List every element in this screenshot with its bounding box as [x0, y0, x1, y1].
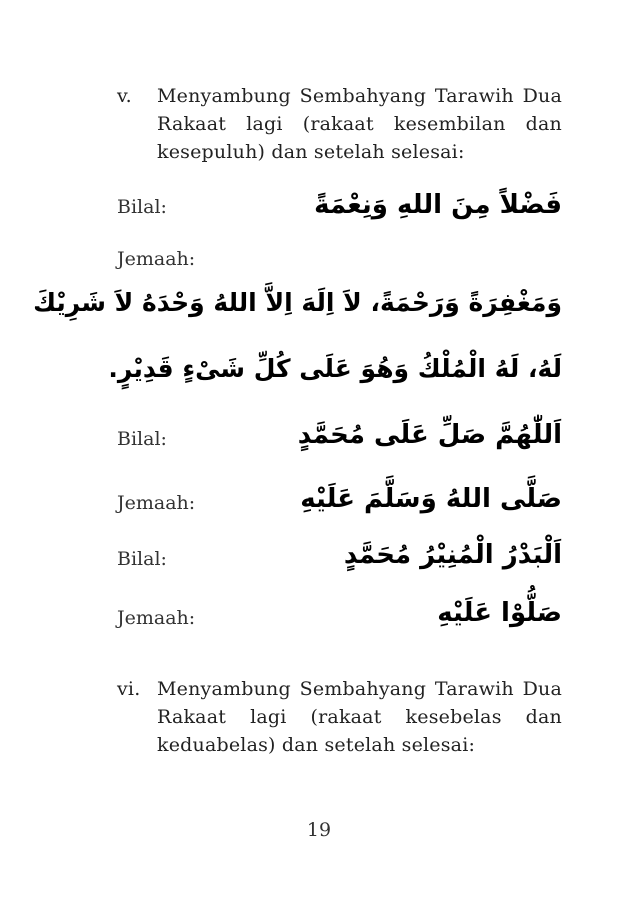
arabic-verse: اَللّٰهُمَّ صَلِّ عَلَى مُحَمَّدٍ — [297, 420, 562, 450]
speaker-label: Jemaah: — [117, 607, 196, 629]
speaker-label: Bilal: — [117, 428, 167, 450]
speaker-label: Bilal: — [117, 196, 167, 218]
arabic-verse: صَلَّى اللهُ وَسَلَّمَ عَلَيْهِ — [300, 484, 562, 514]
section-number: v. — [117, 85, 132, 107]
arabic-verse: اَلْبَدْرُ الْمُنِيْرُ مُحَمَّدٍ — [343, 540, 562, 570]
speaker-label: Jemaah: — [117, 248, 196, 270]
page-number: 19 — [306, 819, 332, 841]
section-v — [117, 82, 562, 166]
speaker-label: Jemaah: — [117, 492, 196, 514]
speaker-label: Bilal: — [117, 548, 167, 570]
section-text: Menyambung Sembahyang Tarawih Dua Rakaat lagi (rakaat kesebelas dan keduabelas) dan setelah selesai: — [157, 678, 562, 756]
arabic-verse-line: وَمَغْفِرَةً وَرَحْمَةً، لاَ اِلَهَ اِلاَّ اللهُ وَحْدَهُ لاَ شَرِيْكَ — [33, 288, 562, 317]
arabic-verse-line: لَهُ، لَهُ الْمُلْكُ وَهُوَ عَلَى كُلِّ شَىْءٍ قَدِيْرٍ. — [108, 354, 562, 383]
arabic-verse: صَلُّوْا عَلَيْهِ — [437, 598, 562, 628]
arabic-verse: فَضْلاً مِنَ اللهِ وَنِعْمَةً — [314, 190, 562, 220]
section-vi — [117, 675, 562, 759]
section-number: vi. — [117, 678, 141, 700]
section-text: Menyambung Sembahyang Tarawih Dua Rakaat lagi (rakaat kesembilan dan kesepuluh) dan setelah selesai: — [157, 85, 562, 163]
